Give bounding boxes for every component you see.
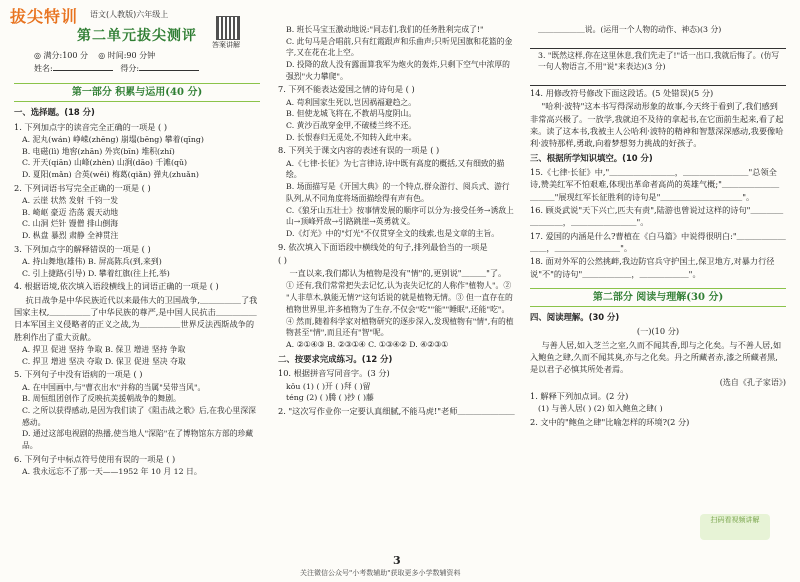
option-line: A. 持山舞地(雄伟) B. 屏高陈兵(到,来到) — [22, 257, 162, 266]
option-line: D.《灯光》中的"灯光"不仅贯穿全文的线索,也是文章的主旨。 — [286, 228, 500, 238]
question: ( ) — [278, 254, 287, 265]
section-heading: 四、阅读理解。(30 分) — [530, 311, 620, 322]
column-3b-items — [530, 311, 786, 428]
question: 2. 下列词语书写完全正确的一项是 ( ) — [14, 182, 151, 193]
question: 18. 面对外军的公然挑衅,我边防官兵守护国土,保卫地方,对暴力行径说"不"的诗句"＿＿＿＿＿＿，＿＿＿＿＿＿"。 — [530, 256, 775, 279]
section-heading: 二、按要求完成练习。(12 分) — [278, 353, 393, 364]
option-line: A. 在中国画中,与"曹衣出水"并称的当属"吴带当风"。 — [22, 382, 206, 392]
video-stamp: 扫码看视频讲解 — [700, 514, 770, 540]
option-line: C. 捍卫 增进 坚决 夺取 D. 保卫 促进 坚决 夺取 — [22, 356, 186, 366]
question: 6. 下列句子中标点符号使用有误的一项是 ( ) — [14, 453, 176, 464]
question: 1. 下列加点字的读音完全正确的一项是 ( ) — [14, 121, 168, 132]
option-line: B. 崎岖 豪迈 浩荡 震天动地 — [22, 207, 119, 217]
question: 16. 顾炎武说"天下兴亡,匹夫有责",陆游也曾说过这样的诗句"＿＿＿＿＿＿＿＿，＿＿＿＿＿＿＿＿"。 — [530, 205, 784, 228]
option-line: B. 班长马宝玉激动地说:"同志们,我们的任务胜利完成了!" — [286, 25, 484, 34]
option-line: C.《狼牙山五壮士》按事情发展的顺序可以分为:接受任务→诱敌上山→顶峰歼敌→引路跳崖→英勇就义。 — [286, 205, 514, 227]
part-1-heading: 第一部分 积累与运用(40 分) — [14, 83, 260, 102]
qr-label: 答案讲解 — [212, 41, 240, 49]
option-line: A. 捍卫 促进 坚持 争取 B. 保卫 增进 坚持 争取 — [22, 344, 186, 354]
passage-paragraph: 抗日战争是中华民族近代以来最伟大的卫国战争,＿＿＿＿＿了我国家主权,＿＿＿＿＿了中华民族的尊严,是中国人民抗击＿＿＿＿＿日本军国主义侵略者的正义之战,为＿＿＿＿＿世界反法西斯战争的胜利作出了重大贡献。 — [14, 294, 258, 342]
section-heading: 三、根据所学知识填空。(10 分) — [530, 152, 653, 163]
passage-paragraph: 与善人居,如入芝兰之室,久而不闻其香,即与之化矣。与不善人居,如入鲍鱼之肆,久而不闻其臭,亦与之化矣。丹之所藏者赤,漆之所藏者黑,是以君子必慎其所处者焉。 — [530, 339, 782, 375]
column-3 — [530, 24, 786, 429]
part-2-heading: 第二部分 阅读与理解(30 分) — [530, 288, 786, 307]
name-field[interactable] — [53, 70, 113, 71]
score-field[interactable] — [139, 70, 199, 71]
question: 8. 下列关于课文内容的表述有误的一项是 ( ) — [278, 145, 440, 156]
option-line: C. 此句马是合唱前,只有红霞跟声和乐曲声;只听见国旗和花篮的金字,又在花在北上空。 — [286, 36, 513, 58]
exam-meta — [34, 50, 260, 62]
option-line: ① 还有,我们常常把失去记忆,认为丧失记忆的人称作"植物人"。② "人非草木,孰能无情?"这句话说的就是植物无情。③ 但一直存在的植物世界里,许多植物为了生存,不仅会"吃""能""睡眠",还能"吃"。④ 然而,随着科学家对植物研究的逐步深入,发现植物有"情",有的植物甚至"情",而且还有"智"呢。 — [286, 281, 514, 338]
answer-line[interactable] — [530, 37, 786, 49]
option-line: téng (2) ( )腾 ( )抄 ( )藤 — [286, 393, 374, 403]
option-line: D. 夏阳(mǎn) 合英(wěi) 梅葛(qiǎn) 弹丸(zhuǎn) — [22, 169, 199, 179]
option-line: A. 苟利国家生死以,岂因祸福避趋之。 — [286, 97, 417, 107]
column-1 — [14, 20, 260, 478]
question: 2. 文中的"鲍鱼之肆"比喻怎样的环境?(2 分) — [530, 416, 690, 427]
column-2-items — [278, 24, 516, 417]
passage-paragraph: 一直以来,我们都认为植物是没有"情"的,更别说"＿＿＿"了。 — [289, 268, 507, 279]
option-line: C. 山洞 烂针 馒僧 排山倒海 — [22, 219, 119, 229]
option-line: A. ②①④③ B. ②③①④ C. ①③④② D. ④②③① — [286, 339, 449, 349]
question: 9. 依次填入下面语段中横线处的句子,排列最恰当的一项是 — [278, 241, 488, 252]
subsection-label: (一)(10 分) — [636, 326, 680, 337]
source-citation: (选自《孔子家语》) — [719, 377, 786, 387]
option-line: B. 但使龙城飞将在,不教胡马度阴山。 — [286, 109, 417, 119]
question: 3. 下列加点字的解释错误的一项是 ( ) — [14, 243, 151, 254]
option-line: D. 通过这部电视剧的热播,使当地人"深陷"在了博物馆东方部的珍藏品。 — [22, 429, 254, 450]
option-line: kǒu (1) ( )开 ( )拜 ( )留 — [286, 381, 371, 391]
question: 1. 解释下列加点词。(2 分) — [530, 390, 629, 401]
passage-paragraph: "哈利·波特"这本书写得深动形象的故事,今天终于看到了,我们感到非常高兴极了。一放学,我就迫不及待的拿起书,在它面前生起来,看了起来。读了这本书,我被主人公哈利·波特的精神和智慧深深感动,我要像哈利·波特那样,勇敢,向着梦想努力挑战的好孩子。 — [530, 101, 784, 149]
column-3-items — [530, 24, 786, 280]
question: 4. 根据语境,依次填入语段横线上的词语正确的一项是 ( ) — [14, 281, 219, 292]
option-line: A. 云崖 状然 发射 千钧一发 — [22, 195, 118, 205]
series-label: 语文(人教版)六年级上 — [90, 10, 169, 19]
score-label: ◎ 满分:100 分 — [34, 51, 89, 60]
column-2 — [278, 24, 516, 418]
page-title: 第二单元拔尖测评 — [77, 28, 197, 44]
question: 15.《七律·长征》中,"＿＿＿＿＿＿＿＿，＿＿＿＿＿＿＿＿"总领全诗,赞美红军不怕艰难,体现出革命者高尚的英雄气概;"＿＿＿＿＿＿＿＿＿＿"展现红军长征胜利的诗句是"＿＿＿＿＿＿＿＿＿＿"。 — [530, 167, 780, 202]
footer-text: 关注微信公众号"小考数辅助"获取更多小学数辅资料 — [300, 569, 461, 577]
name-row — [34, 63, 260, 75]
option-line: A.《七律·长征》为七言律诗,诗中既有高度的概括,又有细致的描绘。 — [286, 158, 505, 180]
option-line: C. 开天(qiān) 山峰(zhèn) 山涧(dāo) 千滩(qǔ) — [22, 158, 188, 168]
option-line: B. 周恒组团创作了反映抗美援朝战争的舞剧。 — [22, 394, 181, 404]
option-line: D. 投降的敌人没有露面算我军为炮火的轰炸,只剩下空气中浓厚的强烈"火力攀爬"。 — [286, 60, 510, 81]
option-line: C. 黄沙百战穿金甲,不破楼兰终不还。 — [286, 121, 417, 131]
name-label: 姓名: — [34, 64, 53, 73]
option-line: A. 泥丸(wán) 峥嵘(zhēng) 崩塌(bēng) 攀着(qīng) — [22, 134, 204, 144]
question: 2. "这次写作业你一定要认真细腻,不能马虎!"老师＿＿＿＿＿＿＿ — [278, 405, 515, 416]
option-line: 3. "既然这样,你在这里休息,我们先走了!"话一出口,我就后悔了。(仿写一句人物语言,不用"说"来表达)(3 分) — [538, 50, 780, 72]
time-label: ◎ 时间:90 分钟 — [98, 51, 156, 60]
option-line: B. 电磁(lì) 地窖(zhān) 外宾(bīn) 堆积(zhí) — [22, 146, 175, 156]
question: 7. 下列不能表达爱国之情的诗句是 ( ) — [278, 84, 415, 95]
option-line: C. 之所以获得感动,是因为我们读了《阻击战之歌》后,在我心里深深感动。 — [22, 405, 256, 427]
page-number: 3 — [393, 554, 401, 567]
answer-line[interactable] — [530, 74, 786, 86]
question: 14. 用修改符号修改下面这段话。(5 处错误)(5 分) — [530, 88, 714, 99]
option-line: (1) 与善人居( ) (2) 如入鲍鱼之肆( ) — [538, 403, 663, 413]
brand-logo: 拔尖特训 — [10, 7, 79, 26]
got-label: 得分: — [120, 64, 140, 73]
option-line: D. 枞盘 暴烈 肃静 全神贯注 — [22, 231, 119, 241]
option-line: B. 场面描写是《开国大典》的一个特点,群众游行、阅兵式、游行队列,从不同角度将场面描绘得有声有色。 — [286, 182, 510, 203]
option-line: ＿＿＿＿＿＿说。(运用一个人物的动作、神态)(3 分) — [538, 25, 722, 34]
question: 17. 爱国的内涵是什么?曹植在《白马篇》中说得很明白:"＿＿＿＿＿＿＿＿，＿＿＿＿＿＿＿＿"。 — [530, 230, 786, 253]
column-1-items — [14, 106, 260, 478]
option-line: C. 引上捷路(引导) D. 攀着红旗(往上托,举) — [22, 268, 170, 278]
section-heading: 一、选择题。(18 分) — [14, 107, 95, 117]
question: 10. 根据拼音写同音字。(3 分) — [278, 368, 390, 379]
question: 5. 下列句子中没有语病的一项是 ( ) — [14, 369, 143, 380]
option-line: D. 长恨春归无觅处,不知转入此中来。 — [286, 132, 417, 142]
option-line: A. 我永远忘不了那一天——1952 年 10 月 12 日。 — [22, 466, 202, 476]
